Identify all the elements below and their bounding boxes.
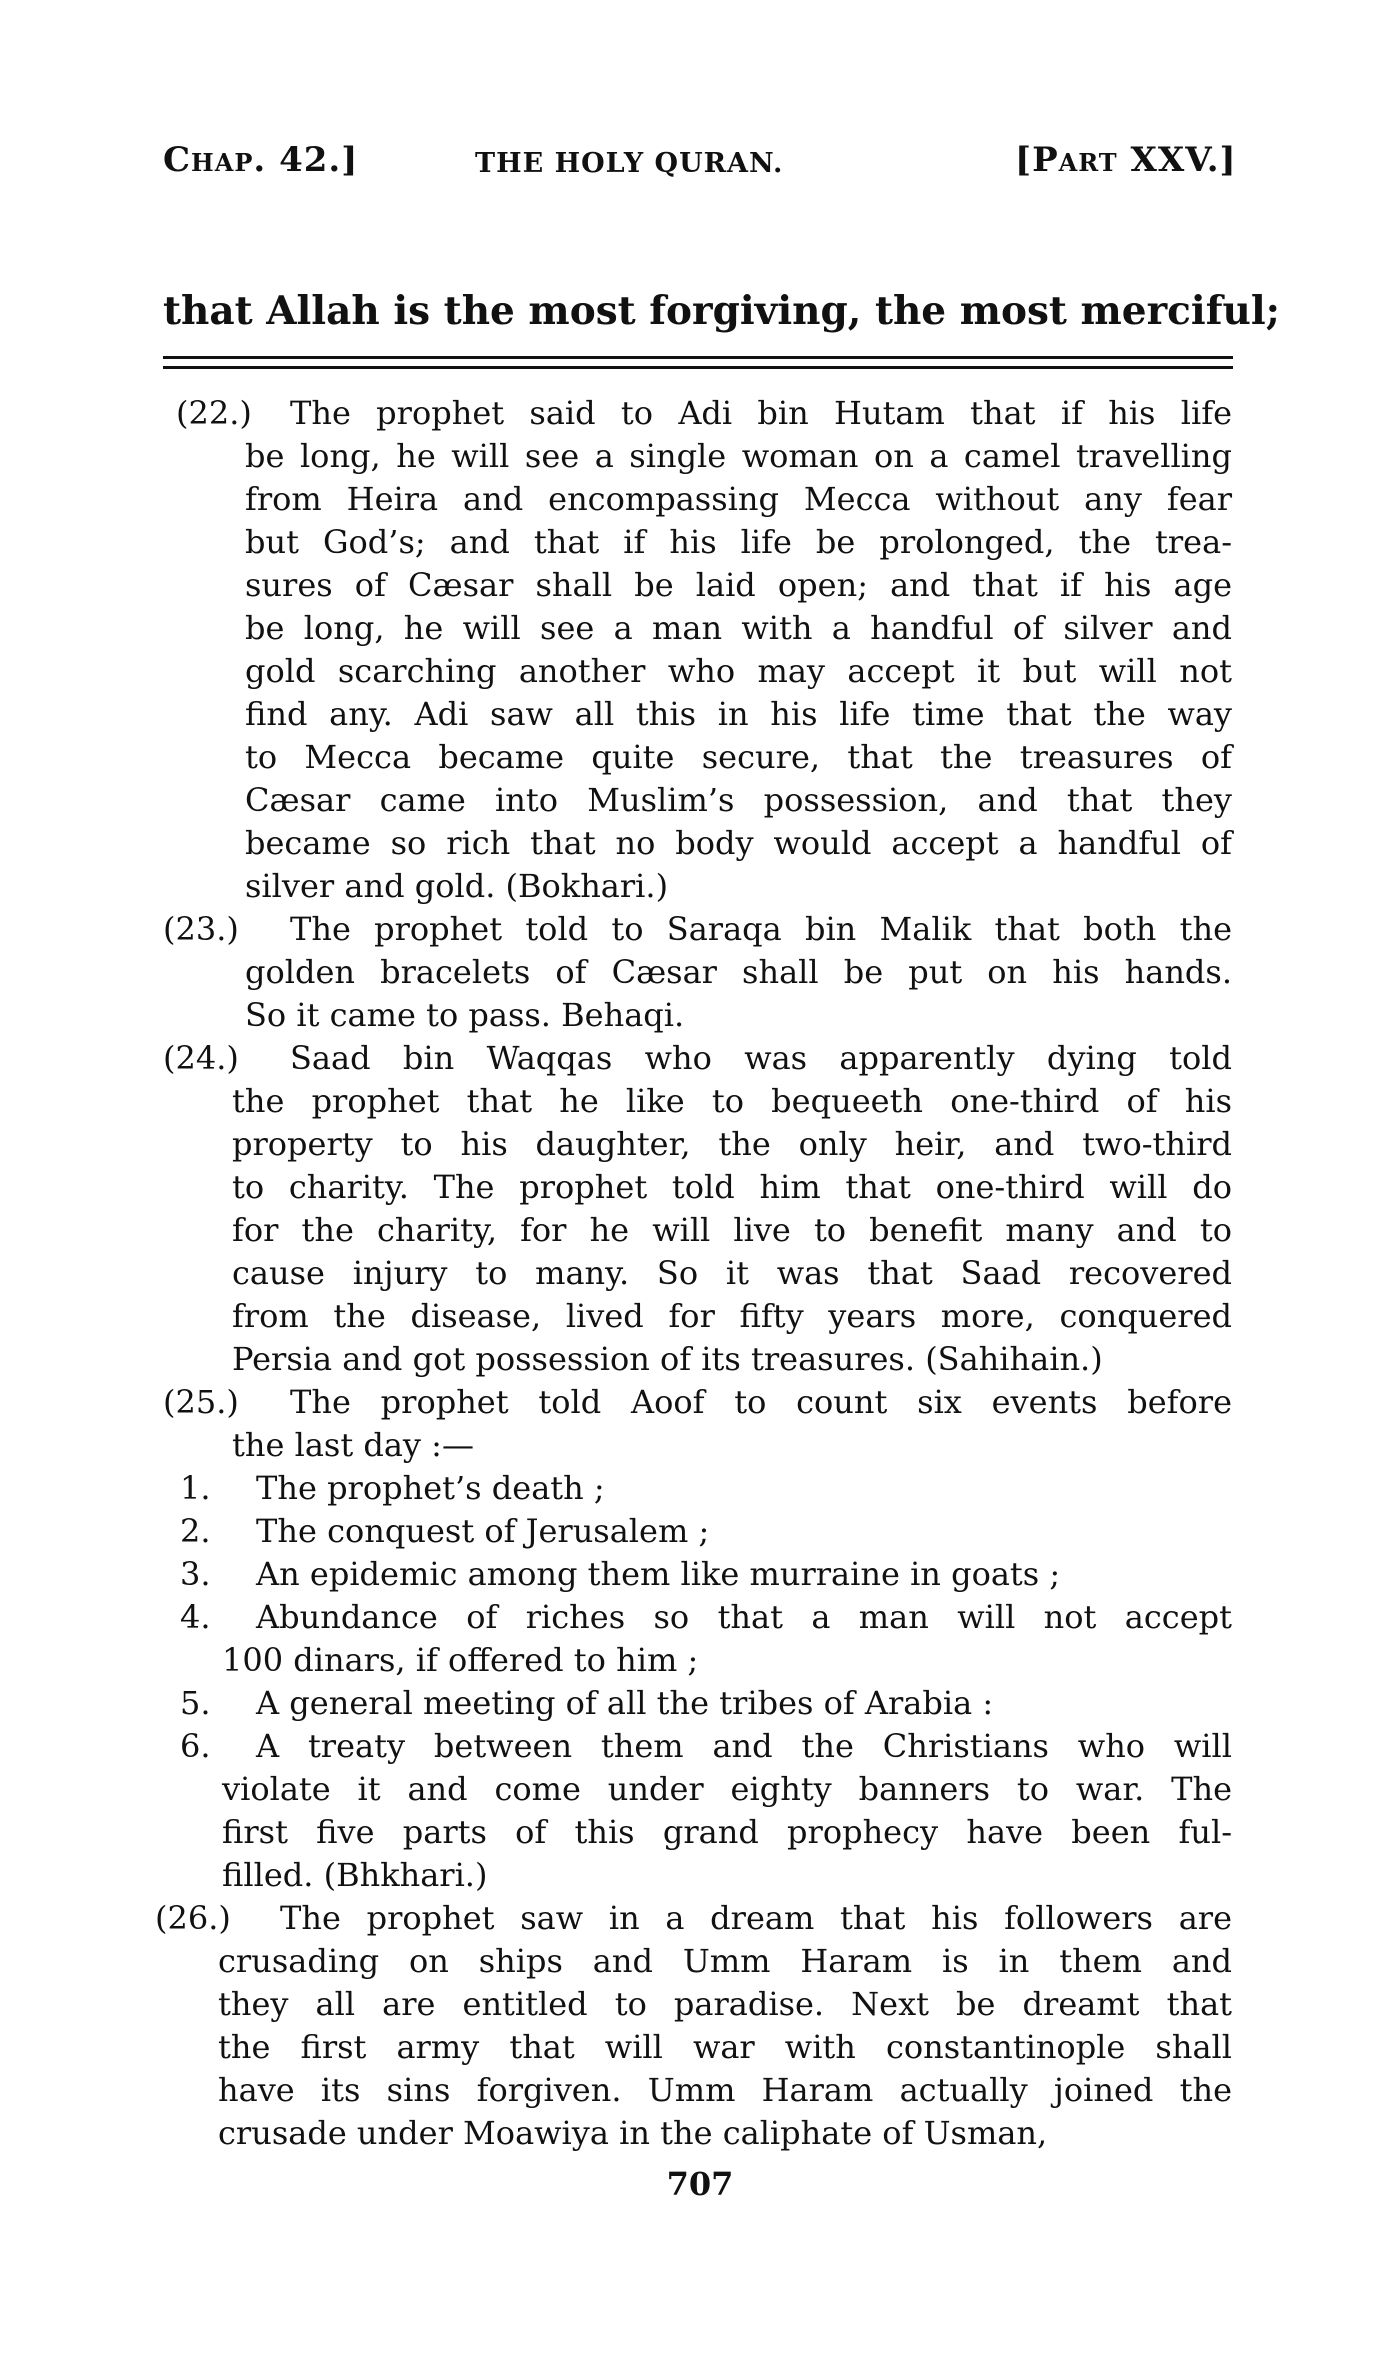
text-line [245,994,1232,1037]
text-line-content: be long, he will see a single woman on a camel travelling [245,437,1232,475]
text-line [280,1897,1232,1940]
text-line-content: first five parts of this grand prophecy have been ful- [222,1813,1232,1851]
text-line-content: to charity. The prophet told him that one-third will do [232,1168,1232,1206]
text-line-content: sures of Cæsar shall be laid open; and that if his age [245,566,1232,604]
text-line [245,521,1232,564]
text-line-content: A general meeting of all the tribes of Arabia : [256,1684,994,1722]
text-line-content: from the disease, lived for fifty years more, conquered [232,1297,1232,1335]
paragraph-number: (25.) [163,1383,239,1421]
text-line [290,392,1232,435]
paragraph-number: (22.) [176,394,252,432]
text-line [218,2112,1232,2155]
running-header-title: THE HOLY QURAN. [475,148,784,179]
text-line-content: golden bracelets of Cæsar shall be put on his hands. [245,953,1232,991]
text-line [245,435,1232,478]
text-line [245,865,1232,908]
text-line-content: A treaty between them and the Christians who will [256,1727,1232,1765]
page-number: 707 [666,2165,734,2203]
text-line-content: silver and gold. (Bokhari.) [245,867,669,905]
text-line [256,1596,1232,1639]
text-line-content: crusading on ships and Umm Haram is in them and [218,1942,1232,1980]
text-line [218,2069,1232,2112]
text-line [222,1639,1232,1682]
text-line-content: The prophet said to Adi bin Hutam that if his life [290,394,1232,432]
text-line [232,1080,1232,1123]
text-line [222,1768,1232,1811]
text-line [290,1037,1232,1080]
text-line [245,650,1232,693]
text-line-content: cause injury to many. So it was that Saad recovered [232,1254,1232,1292]
text-line-content: So it came to pass. Behaqi. [245,996,685,1034]
text-line-content: filled. (Bhkhari.) [222,1856,488,1894]
text-line [222,1854,1232,1897]
event-number: 3. [180,1555,211,1593]
text-line [245,478,1232,521]
double-rule-top [163,356,1233,359]
text-line [232,1166,1232,1209]
text-line [232,1295,1232,1338]
text-line-content: The prophet told Aoof to count six events before [290,1383,1232,1421]
text-line [218,1983,1232,2026]
text-line [290,1381,1232,1424]
text-line [256,1725,1232,1768]
text-line-content: Persia and got possession of its treasures. (Sahihain.) [232,1340,1103,1378]
text-line-content: violate it and come under eighty banners to war. The [222,1770,1232,1808]
text-line-content: to Mecca became quite secure, that the treasures of [245,738,1232,776]
text-line [218,1940,1232,1983]
text-line [245,607,1232,650]
text-line [256,1553,1232,1596]
event-number: 6. [180,1727,211,1765]
text-line [245,822,1232,865]
running-header-part: [Part XXV.] [1015,140,1237,180]
text-line-content: they all are entitled to paradise. Next be dreamt that [218,1985,1232,2023]
text-line [256,1467,1232,1510]
paragraph-number: (26.) [155,1899,231,1937]
text-line [232,1338,1232,1381]
text-line [245,736,1232,779]
text-line [245,564,1232,607]
text-line-content: Abundance of riches so that a man will not accept [256,1598,1232,1636]
text-line [290,908,1232,951]
carry-over-line: that Allah is the most forgiving, the most merciful; [163,288,1281,334]
text-line-content: The prophet’s death ; [256,1469,605,1507]
paragraph-number: (23.) [163,910,239,948]
paragraph-number: (24.) [163,1039,239,1077]
text-line [222,1811,1232,1854]
text-line [232,1209,1232,1252]
text-line-content: 100 dinars, if offered to him ; [222,1641,699,1679]
text-line-content: from Heira and encompassing Mecca without any fear [245,480,1232,518]
text-line-content: the last day :— [232,1426,474,1464]
text-line-content: be long, he will see a man with a handful of silver and [245,609,1232,647]
text-line-content: have its sins forgiven. Umm Haram actually joined the [218,2071,1232,2109]
event-number: 4. [180,1598,211,1636]
event-number: 5. [180,1684,211,1722]
text-line [232,1123,1232,1166]
text-line-content: An epidemic among them like murraine in goats ; [256,1555,1061,1593]
text-line-content: The conquest of Jerusalem ; [256,1512,710,1550]
text-line-content: find any. Adi saw all this in his life time that the way [245,695,1232,733]
text-line-content: The prophet told to Saraqa bin Malik that both the [290,910,1232,948]
event-number: 1. [180,1469,211,1507]
event-number: 2. [180,1512,211,1550]
text-line-content: for the charity, for he will live to benefit many and to [232,1211,1232,1249]
text-line-content: became so rich that no body would accept a handful of [245,824,1232,862]
double-rule-bottom [163,366,1233,369]
text-line [245,951,1232,994]
text-line [218,2026,1232,2069]
text-line [245,693,1232,736]
text-line [232,1252,1232,1295]
text-line-content: but God’s; and that if his life be prolonged, the trea- [245,523,1232,561]
text-line-content: crusade under Moawiya in the caliphate of Usman, [218,2114,1048,2152]
text-line-content: the first army that will war with constantinople shall [218,2028,1232,2066]
text-line-content: Cæsar came into Muslim’s possession, and that they [245,781,1232,819]
text-line-content: Saad bin Waqqas who was apparently dying told [290,1039,1232,1077]
text-line-content: the prophet that he like to bequeeth one-third of his [232,1082,1232,1120]
running-header-chapter: Chap. 42.] [163,140,359,180]
text-line [256,1510,1232,1553]
text-line [245,779,1232,822]
text-line [256,1682,1232,1725]
text-line-content: gold scarching another who may accept it but will not [245,652,1232,690]
text-line-content: The prophet saw in a dream that his followers are [280,1899,1232,1937]
text-line [232,1424,1232,1467]
text-line-content: property to his daughter, the only heir, and two-third [232,1125,1232,1163]
